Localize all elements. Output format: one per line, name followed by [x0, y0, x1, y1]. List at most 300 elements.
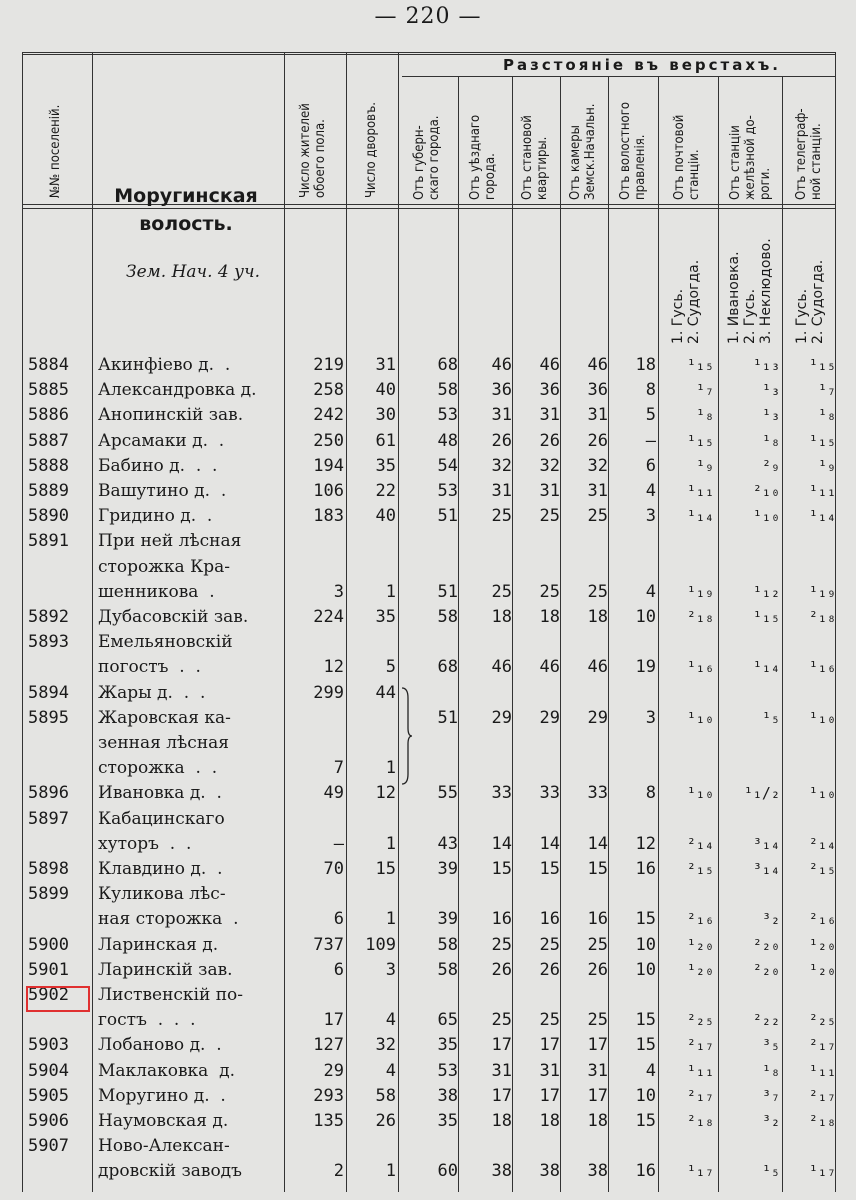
header-from-zemsk: Отъ камеры Земск.Начальн.	[568, 103, 598, 200]
cell-pop: 242	[313, 405, 344, 426]
cell-post: ¹₂₀	[686, 960, 714, 979]
header-population: Число жителей обоего пола.	[298, 103, 328, 198]
table-row	[22, 377, 836, 403]
cell-post: ¹₁₀	[686, 708, 714, 727]
cell-num: 5886	[28, 405, 69, 426]
cell-yards	[348, 881, 396, 907]
cell-vol	[612, 528, 656, 554]
cell-post: ¹₁₆	[686, 658, 714, 677]
cell-num: 5884	[28, 355, 69, 375]
cell-name: Гридино д. .	[98, 506, 213, 527]
cell-uezd: 25	[491, 934, 512, 955]
cell-tel: ¹₁₉	[808, 582, 836, 601]
cell-num: 5887	[28, 430, 69, 451]
cell-stan: 14	[539, 833, 560, 854]
cell-vol: 4	[645, 481, 656, 501]
cell-stan	[516, 680, 560, 706]
header-yards: Число дворовъ.	[364, 102, 379, 198]
header-from-railway: Отъ станціи желѣзной до- роги.	[728, 115, 773, 200]
cell-yards: 58	[375, 1085, 396, 1106]
cell-vol: 3	[645, 506, 656, 527]
cell-stan: 26	[539, 430, 560, 451]
cell-vol: 15	[635, 1111, 656, 1131]
cell-post: ¹₁₁	[686, 482, 714, 500]
cell-kam: 46	[587, 657, 608, 678]
cell-pop	[288, 730, 344, 756]
cell-tel: ²₁₇	[808, 1036, 836, 1055]
page-number: — 220 —	[374, 4, 482, 29]
cell-gub: 39	[437, 859, 458, 879]
header-from-post: Отъ почтовой станціи.	[672, 114, 702, 200]
rail-legend: 1. Ивановка. 2. Гусь. 3. Неклюдово.	[726, 238, 774, 344]
cell-pop: 7	[333, 758, 344, 779]
cell-rail	[722, 680, 780, 706]
cell-num: 5888	[28, 455, 69, 476]
cell-yards: 32	[375, 1035, 396, 1056]
cell-pop	[288, 528, 344, 554]
header-from-uezd-town: Отъ уѣзднаго города.	[468, 114, 498, 200]
cell-rail: ¹₅	[761, 1162, 780, 1181]
cell-name: Емельяновскій	[98, 632, 233, 653]
table-row	[22, 957, 836, 983]
cell-stan: 36	[539, 380, 560, 401]
cell-vol: 5	[645, 405, 656, 426]
cell-kam	[564, 629, 608, 655]
cell-vol: 15	[635, 909, 656, 930]
cell-gub: 43	[437, 833, 458, 854]
table-row	[22, 1007, 836, 1033]
cell-kam	[564, 680, 608, 706]
table-row	[22, 1058, 836, 1084]
cell-stan: 16	[539, 909, 560, 930]
cell-rail: ²₁₀	[752, 482, 780, 500]
cell-num: 5904	[28, 1060, 69, 1081]
cell-uezd: 17	[491, 1085, 512, 1106]
cell-vol: 15	[635, 1035, 656, 1056]
cell-vol: 8	[645, 380, 656, 401]
cell-rail: ¹₈	[761, 431, 780, 450]
cell-kam	[564, 755, 608, 781]
cell-num: 5896	[28, 783, 69, 804]
cell-vol: 10	[635, 959, 656, 980]
table-row	[22, 402, 836, 428]
cell-yards: 31	[375, 355, 396, 375]
cell-uezd	[462, 982, 512, 1008]
cell-stan	[516, 982, 560, 1008]
cell-kam	[564, 982, 608, 1008]
cell-gub: 68	[437, 657, 458, 678]
cell-gub	[402, 629, 458, 655]
cell-gub: 38	[437, 1085, 458, 1106]
table-row	[22, 806, 836, 832]
cell-stan: 31	[539, 1060, 560, 1081]
cell-vol	[612, 730, 656, 756]
cell-post: ¹₁₅	[686, 431, 714, 450]
cell-uezd	[462, 629, 512, 655]
cell-rail	[722, 755, 780, 781]
cell-stan: 18	[539, 607, 560, 627]
cell-uezd	[462, 730, 512, 756]
table-row	[22, 1133, 836, 1159]
cell-vol: 4	[645, 1060, 656, 1081]
cell-rail: ³₅	[761, 1036, 780, 1055]
cell-pop: 106	[313, 481, 344, 501]
cell-post: ¹₁₉	[686, 582, 714, 601]
cell-post: ²₁₅	[686, 860, 714, 878]
cell-tel: ¹₉	[817, 456, 836, 475]
cell-tel	[786, 982, 836, 1008]
cell-uezd: 46	[491, 355, 512, 375]
table-row	[22, 1083, 836, 1109]
cell-pop: 29	[323, 1060, 344, 1081]
cell-pop: 258	[313, 380, 344, 401]
cell-uezd: 33	[491, 783, 512, 804]
cell-vol: 18	[635, 355, 656, 375]
cell-post: ²₂₅	[686, 1011, 714, 1030]
cell-pop	[288, 881, 344, 907]
cell-name: погостъ . .	[98, 657, 201, 678]
cell-pop: —	[333, 833, 344, 854]
cell-rail	[722, 554, 780, 580]
cell-rail: ¹₁₀	[752, 507, 780, 526]
cell-pop	[288, 982, 344, 1008]
cell-yards	[348, 554, 396, 580]
cell-rail: ¹₈	[761, 1061, 780, 1080]
cell-num	[28, 831, 92, 857]
cell-num: 5894	[28, 682, 69, 703]
cell-num	[28, 579, 92, 605]
cell-pop	[288, 705, 344, 731]
cell-tel: ²₂₅	[808, 1011, 836, 1030]
cell-stan: 33	[539, 783, 560, 804]
cell-kam: 38	[587, 1161, 608, 1182]
cell-tel: ¹₈	[817, 406, 836, 425]
cell-tel: ¹₂₀	[808, 935, 836, 954]
cell-gub: 54	[437, 455, 458, 476]
table-row	[22, 881, 836, 907]
cell-tel	[786, 554, 836, 580]
table-row	[22, 932, 836, 958]
cell-yards: 26	[375, 1111, 396, 1131]
cell-vol	[612, 680, 656, 706]
cell-stan: 31	[539, 481, 560, 501]
cell-uezd	[462, 881, 512, 907]
cell-rail: ²₂₂	[752, 1011, 780, 1030]
cell-name: Куликова лѣс-	[98, 884, 226, 905]
cell-vol	[612, 982, 656, 1008]
cell-stan	[516, 1133, 560, 1159]
cell-yards: 22	[375, 481, 396, 501]
cell-num: 5903	[28, 1035, 69, 1056]
cell-num	[28, 755, 92, 781]
cell-name: Лобаново д. .	[98, 1035, 222, 1056]
table-row	[22, 680, 836, 706]
table-row	[22, 528, 836, 554]
cell-vol	[612, 554, 656, 580]
cell-vol	[612, 806, 656, 832]
cell-gub: 58	[437, 607, 458, 627]
cell-gub: 58	[437, 934, 458, 955]
cell-stan: 15	[539, 859, 560, 879]
cell-post: ²₁₆	[686, 910, 714, 929]
header-from-volost: Отъ волостного правленія.	[618, 101, 648, 200]
cell-tel: ¹₁₅	[808, 431, 836, 450]
cell-gub	[402, 982, 458, 1008]
cell-gub: 51	[437, 581, 458, 602]
cell-stan: 38	[539, 1161, 560, 1182]
table-row	[22, 705, 836, 731]
cell-name: Лиственскій по-	[98, 985, 244, 1005]
telegraph-legend: 1. Гусь. 2. Судогда.	[794, 259, 826, 344]
cell-pop: 250	[313, 430, 344, 451]
cell-vol: 15	[635, 1010, 656, 1031]
cell-kam: 31	[587, 1060, 608, 1081]
cell-kam: 18	[587, 607, 608, 627]
cell-yards: 1	[385, 581, 396, 602]
cell-pop: 224	[313, 607, 344, 627]
cell-rail: ¹₁₄	[752, 658, 780, 677]
cell-kam	[564, 881, 608, 907]
cell-kam	[564, 806, 608, 832]
cell-num: 5905	[28, 1085, 69, 1106]
cell-kam: 17	[587, 1035, 608, 1056]
cell-name: Вашутино д. .	[98, 481, 227, 501]
table-row	[22, 780, 836, 806]
cell-yards: 4	[385, 1010, 396, 1031]
cell-uezd: 31	[491, 1060, 512, 1081]
cell-rail: ¹₁₃	[752, 356, 780, 374]
cell-pop: 3	[333, 581, 344, 602]
cell-stan: 25	[539, 581, 560, 602]
row-highlight	[26, 986, 90, 1012]
cell-kam: 26	[587, 430, 608, 451]
cell-name: хуторъ . .	[98, 833, 192, 854]
cell-uezd	[462, 1133, 512, 1159]
cell-post: ¹₈	[695, 406, 714, 425]
cell-pop: 12	[323, 657, 344, 678]
cell-gub	[402, 881, 458, 907]
cell-name: Жары д. . .	[98, 682, 206, 703]
cell-tel	[786, 755, 836, 781]
cell-post: ²₁₈	[686, 1112, 714, 1130]
cell-gub	[402, 554, 458, 580]
cell-gub	[402, 528, 458, 554]
cell-rail: ³₁₄	[752, 860, 780, 878]
cell-vol: 12	[635, 833, 656, 854]
cell-name: дровскій заводъ	[98, 1161, 242, 1182]
cell-num: 5899	[28, 884, 69, 905]
cell-num: 5889	[28, 481, 69, 501]
cell-name: Жаровская ка-	[98, 707, 231, 728]
cell-stan	[516, 629, 560, 655]
cell-pop: 194	[313, 455, 344, 476]
cell-yards: 30	[375, 405, 396, 426]
cell-kam: 32	[587, 455, 608, 476]
cell-tel: ¹₇	[817, 381, 836, 400]
cell-tel: ¹₁₀	[808, 784, 836, 803]
cell-name: Маклаковка д.	[98, 1060, 235, 1081]
table-row	[22, 1032, 836, 1058]
cell-num	[28, 906, 92, 932]
cell-tel	[786, 1133, 836, 1159]
cell-num: 5898	[28, 859, 69, 879]
cell-tel: ²₁₆	[808, 910, 836, 929]
table-row	[22, 453, 836, 479]
cell-post	[662, 806, 714, 832]
cell-uezd: 26	[491, 430, 512, 451]
cell-tel: ¹₁₁	[808, 482, 836, 500]
volost-title: Моругинская волость.	[114, 185, 258, 235]
cell-post	[662, 982, 714, 1008]
cell-yards: 4	[385, 1060, 396, 1081]
cell-pop: 70	[323, 859, 344, 879]
cell-tel	[786, 730, 836, 756]
cell-tel	[786, 881, 836, 907]
cell-uezd: 36	[491, 380, 512, 401]
cell-yards: 1	[385, 909, 396, 930]
cell-rail: ¹₁₂	[752, 582, 780, 601]
cell-name: При ней лѣсная	[98, 531, 242, 552]
cell-gub: 53	[437, 405, 458, 426]
cell-pop: 6	[333, 959, 344, 980]
cell-uezd: 46	[491, 657, 512, 678]
cell-kam: 31	[587, 481, 608, 501]
header-from-gub-town: Отъ губерн- скаго города.	[412, 115, 442, 200]
cell-post	[662, 680, 714, 706]
cell-tel: ²₁₄	[808, 834, 836, 853]
cell-num: 5897	[28, 808, 69, 829]
cell-gub: 58	[437, 959, 458, 980]
cell-vol: 8	[645, 783, 656, 804]
cell-rail: ¹₅	[761, 708, 780, 727]
cell-pop: 135	[313, 1111, 344, 1131]
table-row	[22, 428, 836, 454]
cell-uezd: 15	[491, 859, 512, 879]
cell-num: 5893	[28, 632, 69, 653]
cell-vol: 4	[645, 581, 656, 602]
cell-tel: ¹₂₀	[808, 960, 836, 979]
cell-uezd	[462, 554, 512, 580]
cell-kam	[564, 1133, 608, 1159]
cell-tel: ¹₁₄	[808, 507, 836, 526]
cell-rail	[722, 730, 780, 756]
cell-gub: 60	[437, 1161, 458, 1182]
cell-vol: 10	[635, 934, 656, 955]
cell-yards: 35	[375, 455, 396, 476]
cell-gub: 35	[437, 1111, 458, 1131]
cell-uezd: 32	[491, 455, 512, 476]
statistics-table	[22, 52, 836, 1192]
cell-rail: ²₂₀	[752, 935, 780, 954]
cell-uezd: 31	[491, 481, 512, 501]
table-row	[22, 629, 836, 655]
cell-vol	[612, 755, 656, 781]
table-row	[22, 831, 836, 857]
cell-tel	[786, 528, 836, 554]
cell-kam	[564, 528, 608, 554]
cell-gub: 58	[437, 380, 458, 401]
cell-gub: 51	[437, 506, 458, 527]
cell-name: гостъ . . .	[98, 1010, 196, 1031]
distance-header: Разстояніе въ верстахъ.	[503, 56, 781, 74]
cell-kam: 25	[587, 581, 608, 602]
cell-gub: 51	[437, 707, 458, 728]
cell-stan	[516, 730, 560, 756]
cell-kam: 16	[587, 909, 608, 930]
cell-uezd: 25	[491, 581, 512, 602]
cell-rail: ³₂	[761, 1112, 780, 1130]
header-from-telegraph: Отъ телеграф- ной станціи.	[794, 108, 824, 200]
cell-stan: 25	[539, 1010, 560, 1031]
cell-name: Арсамаки д. .	[98, 430, 225, 451]
cell-stan: 46	[539, 657, 560, 678]
cell-num: 5900	[28, 934, 69, 955]
cell-pop: 299	[313, 682, 344, 703]
cell-kam: 26	[587, 959, 608, 980]
cell-stan	[516, 528, 560, 554]
cell-name: зенная лѣсная	[98, 733, 230, 753]
cell-post: ²₁₇	[686, 1036, 714, 1055]
cell-tel: ¹₁₆	[808, 658, 836, 677]
cell-kam: 25	[587, 1010, 608, 1031]
cell-num: 5907	[28, 1136, 69, 1157]
cell-post: ¹₁₁	[686, 1061, 714, 1080]
cell-kam: 25	[587, 506, 608, 527]
cell-stan: 29	[539, 707, 560, 728]
cell-kam: 25	[587, 934, 608, 955]
cell-uezd	[462, 755, 512, 781]
cell-gub: 65	[437, 1010, 458, 1031]
cell-num: 5892	[28, 607, 69, 627]
cell-stan	[516, 881, 560, 907]
table-row	[22, 654, 836, 680]
header-settlement-number: №№ поселеній.	[48, 104, 63, 198]
cell-yards: 12	[375, 783, 396, 804]
cell-pop	[288, 1133, 344, 1159]
cell-num	[28, 730, 92, 756]
cell-name: Кабацинскаго	[98, 808, 225, 829]
cell-pop: 183	[313, 506, 344, 527]
cell-stan: 46	[539, 355, 560, 375]
cell-kam: 36	[587, 380, 608, 401]
cell-name: Клавдино д. .	[98, 859, 223, 879]
cell-uezd: 26	[491, 959, 512, 980]
cell-yards	[348, 1133, 396, 1159]
cell-tel	[786, 629, 836, 655]
cell-name: Ларинскій зав.	[98, 959, 233, 980]
cell-yards: 44	[375, 682, 396, 703]
cell-name: Наумовская д.	[98, 1111, 229, 1131]
cell-gub: 53	[437, 481, 458, 501]
cell-num: 5885	[28, 380, 69, 401]
cell-rail	[722, 629, 780, 655]
cell-tel: ²₁₇	[808, 1086, 836, 1105]
cell-uezd	[462, 528, 512, 554]
cell-yards: 40	[375, 506, 396, 527]
cell-uezd	[462, 806, 512, 832]
cell-yards: 15	[375, 859, 396, 879]
cell-rail	[722, 982, 780, 1008]
cell-gub: 35	[437, 1035, 458, 1056]
cell-gub	[402, 1133, 458, 1159]
cell-pop: 49	[323, 783, 344, 804]
cell-yards	[348, 705, 396, 731]
cell-gub: 55	[437, 783, 458, 804]
cell-stan: 26	[539, 959, 560, 980]
cell-post: ¹₇	[695, 381, 714, 400]
cell-rail: ¹₁₅	[752, 608, 780, 626]
table-row	[22, 1158, 836, 1184]
